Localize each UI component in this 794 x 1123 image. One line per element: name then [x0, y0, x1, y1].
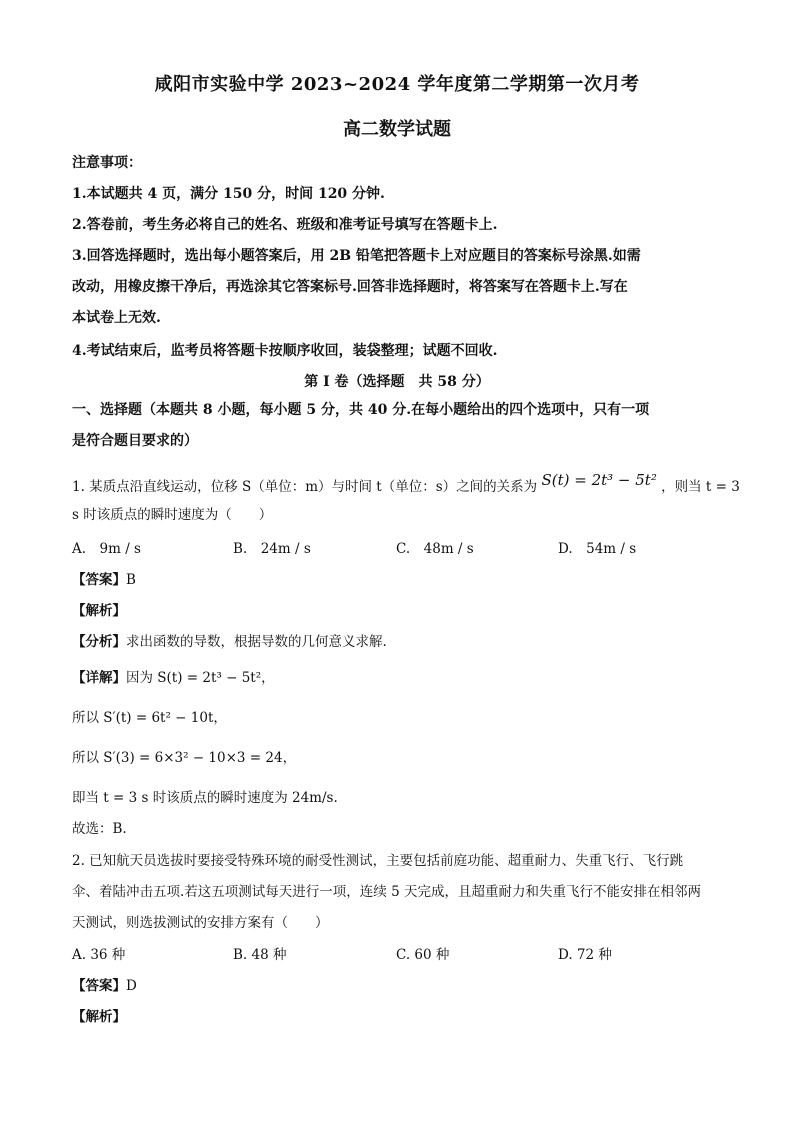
q2-stem-line2: 伞、着陆冲击五项.若这五项测试每天进行一项，连续 5 天完成，且超重耐力和失重飞行不能安排在相邻两 [72, 884, 701, 900]
note-3c: 本试卷上无效. [72, 310, 161, 326]
notes-heading: 注意事项： [72, 155, 142, 171]
exam-subtitle: 高二数学试题 [343, 119, 451, 140]
q1-stem-text: 1. 某质点沿直线运动，位移 S（单位：m）与时间 t（单位：s）之间的关系为 [72, 479, 538, 495]
q1-stem-line2: s 时该质点的瞬时速度为（ ） [72, 507, 273, 523]
section-heading-a: 一、选择题（本题共 8 小题，每小题 5 分，共 40 分.在每小题给出的四个选项中，只有一项 [72, 402, 650, 418]
q2-option-c: C. 60 种 [396, 947, 450, 963]
section-heading-b: 是符合题目要求的） [72, 433, 198, 449]
q1-stem-formula: S(t) = 2t³ − 5t² [541, 471, 657, 489]
q1-option-a: A. 9m / s [72, 541, 141, 557]
exam-title: 咸阳市实验中学 2023~2024 学年度第二学期第一次月考 [154, 74, 640, 95]
q1-option-c: C. 48m / s [396, 541, 474, 557]
part-heading: 第 I 卷（选择题 共 58 分） [304, 374, 490, 390]
q1-fenxi [72, 630, 387, 650]
q1-detail-1 [72, 666, 275, 686]
q1-fenxi-text: 求出函数的导数，根据导数的几何意义求解. [126, 634, 387, 650]
note-1: 1.本试题共 4 页，满分 150 分，时间 120 分钟. [72, 186, 385, 202]
q2-option-a: A. 36 种 [72, 947, 126, 963]
q2-analysis [72, 1005, 126, 1025]
q1-fenxi-label: 【分析】 [72, 634, 126, 650]
q1-answer [72, 568, 136, 588]
q2-option-b: B. 48 种 [233, 947, 287, 963]
q1-stem-line1 [72, 471, 740, 495]
q1-analysis-label: 【解析】 [72, 603, 126, 619]
note-2: 2.答卷前，考生务必将自己的姓名、班级和准考证号填写在答题卡上. [72, 217, 498, 233]
q1-answer-label: 【答案】 [72, 572, 126, 588]
q2-analysis-label: 【解析】 [72, 1009, 126, 1025]
q1-option-d: D. 54m / s [558, 541, 637, 557]
q1-detail-4: 即当 t = 3 s 时该质点的瞬时速度为 24m/s. [72, 790, 338, 806]
q2-stem-line1: 2. 已知航天员选拔时要接受特殊环境的耐受性测试，主要包括前庭功能、超重耐力、失重飞行、飞行跳 [72, 853, 684, 869]
note-3b: 改动，用橡皮擦干净后，再选涂其它答案标号.回答非选择题时，将答案写在答题卡上.写在 [72, 279, 628, 295]
q2-answer-value: D [126, 978, 137, 994]
note-4: 4.考试结束后，监考员将答题卡按顺序收回，装袋整理；试题不回收. [72, 343, 498, 359]
q1-stem-tail: ，则当 t = 3 [661, 479, 740, 495]
q1-detail-3: 所以 S′(3) = 6×3² − 10×3 = 24， [72, 750, 297, 766]
q1-detail-1-text: 因为 S(t) = 2t³ − 5t²， [126, 670, 275, 686]
q1-detail-label: 【详解】 [72, 670, 126, 686]
q1-option-b: B. 24m / s [233, 541, 311, 557]
q1-detail-2: 所以 S′(t) = 6t² − 10t， [72, 710, 227, 726]
note-3a: 3.回答选择题时，选出每小题答案后，用 2B 铅笔把答题卡上对应题目的答案标号涂黑.如需 [72, 248, 641, 264]
q2-option-d: D. 72 种 [558, 947, 612, 963]
q1-answer-value: B [126, 572, 136, 588]
q1-analysis [72, 599, 126, 619]
q2-answer [72, 974, 137, 994]
q2-stem-line3: 天测试，则选拔测试的安排方案有（ ） [72, 915, 329, 931]
q1-detail-5: 故选：B. [72, 821, 127, 837]
q2-answer-label: 【答案】 [72, 978, 126, 994]
